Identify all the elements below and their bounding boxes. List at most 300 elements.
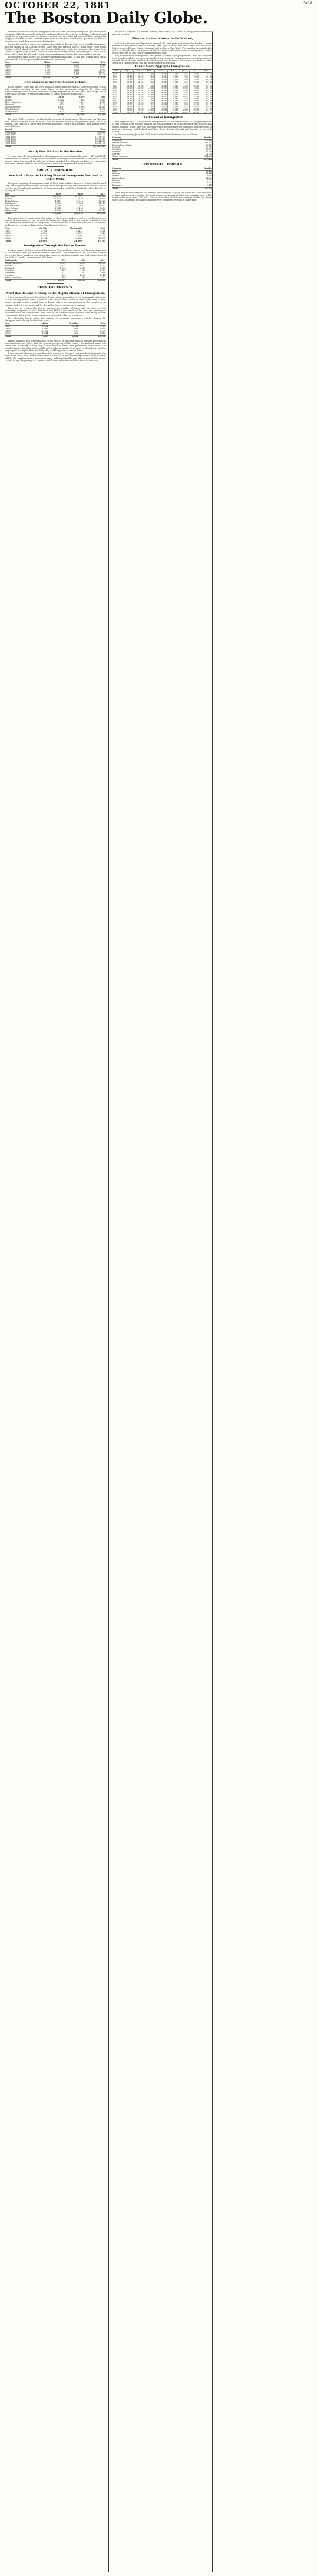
table-cell: 74,000 xyxy=(134,85,144,86)
table-cell: 22,705 xyxy=(206,153,213,156)
table-cell: Country xyxy=(112,137,175,139)
table-cell: 1881* xyxy=(84,193,106,196)
table-cell: 1877 xyxy=(5,66,11,69)
immigration-grid-table xyxy=(112,69,213,114)
table-cell: 16,247 xyxy=(178,96,189,98)
table-cell: 44,795 xyxy=(82,240,106,242)
table-cell: 1866 xyxy=(112,82,121,84)
table-cell: 115,892 xyxy=(155,82,168,84)
table-cell: 802 xyxy=(74,332,78,335)
table-total-row xyxy=(5,335,106,338)
table-cell: 99,744 xyxy=(189,109,200,111)
table-cell: 3,000 xyxy=(144,72,155,75)
table-cell: 29,313 xyxy=(155,106,168,108)
table-cell: 6,102 xyxy=(100,265,105,268)
table-total-row xyxy=(5,240,106,242)
table-cell: Scotland xyxy=(112,148,122,151)
table-cell: 1,336 xyxy=(168,76,178,78)
table-cell: 7,321 xyxy=(178,82,189,84)
table-cell: 15,822 xyxy=(98,200,105,203)
table-cell: 91,985 xyxy=(200,75,213,76)
table-cell: 3,275 xyxy=(189,75,200,76)
table-cell: 16,068 xyxy=(178,88,189,90)
table-cell: British Provinces xyxy=(5,262,23,265)
table-cell: Total xyxy=(5,146,48,148)
table-cell: 1861-1870 xyxy=(5,140,16,143)
article-paragraph: The following table shows the number of immigrants landed at this port during each of the years noted, with the principal nationalities represented: xyxy=(5,55,106,61)
table-cell: 2,104 xyxy=(42,325,48,328)
table-cell: 9,117 xyxy=(207,183,213,186)
table-cell: 7,000 xyxy=(178,85,189,86)
table-cell: 352,768 xyxy=(200,88,213,90)
table-cell: 22,101 xyxy=(189,103,200,105)
table-cell: 802 xyxy=(59,110,64,113)
table-cell: 1,936 xyxy=(178,79,189,81)
table-cell: 57,276 xyxy=(155,79,168,81)
article-paragraph: Among students and travelers who travel east, it is believed that the number returning is less than in former years, and the general prosperity of the country has induced many who came here intending to stay only a short time to make their permanent home here. The steady demand for labor in the mills and on the farms has kept most of them busy, and the wages paid are higher than anything they could hope to receive at home. xyxy=(5,339,106,352)
table-cell: 19,805 xyxy=(23,240,48,242)
column-1 xyxy=(5,31,106,2574)
stat-table xyxy=(112,137,213,161)
stat-table xyxy=(5,129,106,148)
table-cell: 1881* xyxy=(86,260,106,262)
table-cell: Period xyxy=(5,129,48,131)
table-cell: 1871 xyxy=(112,92,121,94)
table-cell: 1871-1880 xyxy=(5,142,16,145)
table-cell: 9,730 xyxy=(55,209,61,212)
table-cell: 37,957 xyxy=(134,100,144,102)
table-cell: 2,951 xyxy=(100,327,105,330)
table-cell: 478,961 xyxy=(84,212,106,215)
table-cell: 47,769 xyxy=(155,100,168,102)
table-cell: 57,439 xyxy=(134,92,144,94)
table-cell: 37,891 xyxy=(189,96,200,98)
table-cell: 133,000 xyxy=(155,85,168,86)
masthead: The Boston Daily Globe. xyxy=(5,9,208,27)
table-cell: Via N.Y. xyxy=(23,228,48,230)
table-cell: 313 xyxy=(168,72,178,75)
table-cell: 327,371 xyxy=(74,195,83,198)
table-cell: 29,298 xyxy=(155,103,168,105)
article-paragraph: These figures show that the New England states have received a large proportion of the total number arriving at this port. Many of the newcomers stop in the cities and manufacturing towns, where they find steady employment in the mills and shops, while others take up lands in the northern parts of Maine and New Hampshire. xyxy=(5,85,106,96)
table-cell: 1863 xyxy=(112,76,121,78)
table-cell: Ireland xyxy=(112,146,120,149)
section-heading: New England as Favorite Stopping Place. xyxy=(24,81,87,85)
table-cell: 145,116 xyxy=(144,112,155,114)
table-cell: 1880 xyxy=(5,236,11,239)
table-cell: 11,985 xyxy=(168,92,178,94)
table-cell: 321,350 xyxy=(200,92,213,94)
table-cell: Number xyxy=(182,137,213,139)
article-paragraph: The Scandinavian immigration has grown to very large proportions, and the emigrants from Sweden and Norway now outnumber those from any other country except Germany and Ireland. Most of them settle in the Northwest, in Minnesota, Wisconsin and Dakota, where they find a climate and a soil like those of their native land. xyxy=(112,55,213,65)
table-cell: 1,120 xyxy=(100,269,105,272)
table-cell: 3,556 xyxy=(41,232,47,235)
table-cell: 423,240 xyxy=(61,212,84,215)
table-cell: 1875 xyxy=(112,100,121,102)
table-cell: 1879 xyxy=(47,260,67,262)
table-cell: 57,000 xyxy=(134,86,144,88)
table-cell: 8,944 xyxy=(41,236,47,239)
table-cell: 4,977 xyxy=(80,265,86,268)
table-cell: Austria xyxy=(112,172,120,175)
table-cell: 11,507 xyxy=(54,198,61,201)
table-cell: Sweden xyxy=(112,151,121,153)
table-cell: 33,162 xyxy=(155,76,168,78)
table-cell: 65,177 xyxy=(206,143,213,146)
table-cell: 8,208 xyxy=(55,205,61,208)
table-cell: 311 xyxy=(62,271,66,274)
table-cell: Sweden xyxy=(5,273,14,276)
table-cell: Other countries xyxy=(5,276,22,279)
table-cell: 3,108 xyxy=(77,206,83,209)
table-cell: 3,839 xyxy=(144,76,155,78)
table-cell: 53,428 xyxy=(120,79,133,81)
table-cell: 457,257 xyxy=(200,109,213,111)
table-cell: 1879 xyxy=(5,234,11,237)
table-cell: 8,692 xyxy=(100,66,105,69)
table-cell: 3,115 xyxy=(100,325,105,328)
table-cell: 29,291 xyxy=(120,102,133,103)
section-subheading: What Has Become of Many in the Mighty Stream of Immigration. xyxy=(5,292,105,295)
table-cell: 1,120 xyxy=(100,103,105,106)
table-cell: 32,150 xyxy=(189,82,200,84)
table-cell: 1,457 xyxy=(168,75,178,76)
table-cell: Scot. xyxy=(144,70,155,72)
table-cell: 9,159 xyxy=(47,113,64,116)
table-cell: 362,445 xyxy=(97,195,105,198)
table-cell: 61,976 xyxy=(80,76,106,79)
table-cell: Year xyxy=(5,323,25,325)
table-cell: 4,112 xyxy=(76,229,82,232)
table-cell: Other countries xyxy=(112,155,129,158)
table-cell: 23,436 xyxy=(76,198,83,201)
table-cell: 4,987 xyxy=(44,66,51,69)
table-cell: 5,903 xyxy=(76,234,82,237)
section-heading: Immigration Through the Port of Boston. xyxy=(24,245,87,248)
table-cell: 11,000 xyxy=(144,92,155,94)
table-cell: 1,544 xyxy=(42,332,48,335)
table-cell: 11,507 xyxy=(47,279,67,282)
table-cell: 65,794 xyxy=(174,187,213,189)
table-cell: 877 xyxy=(74,329,78,332)
table-cell: 1878 xyxy=(47,96,64,99)
section-heading: Nearly Five Millions in the Decades xyxy=(28,151,82,154)
part-label: Part 2 xyxy=(303,1,312,5)
table-cell: 10,189,429 xyxy=(57,146,106,148)
table-cell: 11,293 xyxy=(206,177,213,180)
table-cell: Total xyxy=(5,240,23,242)
table-cell: Total xyxy=(79,323,106,325)
table-cell: 13,016 xyxy=(76,200,83,203)
column-2 xyxy=(112,31,213,2574)
table-cell: 2,579 xyxy=(100,329,105,332)
table-cell: 4,759 xyxy=(178,106,189,108)
table-total-row xyxy=(112,112,213,114)
table-cell: England and Wales xyxy=(112,143,132,146)
table-cell: 1,548 xyxy=(178,76,189,78)
stat-table xyxy=(112,168,213,189)
table-cell: Total xyxy=(112,112,121,114)
table-cell: 5,953 xyxy=(168,98,178,100)
table-cell: 27,529 xyxy=(155,75,168,76)
table-cell: 5,100 xyxy=(168,85,178,86)
table-cell: 1,702 xyxy=(42,329,48,332)
table-cell: Holland xyxy=(112,181,121,184)
table-cell: Philadelphia xyxy=(5,200,18,203)
table-cell: 141,109 xyxy=(155,94,168,96)
table-cell: 14,320 xyxy=(43,73,51,76)
table-cell: 10,241 xyxy=(178,94,189,96)
table-cell: 6,102 xyxy=(59,262,66,265)
table-cell: 1,874 xyxy=(55,206,61,209)
table-cell: Port xyxy=(5,193,39,196)
table-cell: 5,037 xyxy=(144,102,155,103)
table-cell: 1880 xyxy=(66,260,86,262)
table-cell: 149,671 xyxy=(155,96,168,98)
table-cell: 3,553 xyxy=(178,75,189,76)
table-cell: 23,797 xyxy=(134,72,144,75)
table-cell: 1862 xyxy=(112,75,121,76)
table-cell: 31,268 xyxy=(189,108,200,109)
table-cell: 83,424 xyxy=(155,81,168,82)
table-cell: 1877 xyxy=(5,325,11,328)
table-cell: 1873 xyxy=(112,96,121,98)
table-cell: 14,902 xyxy=(98,205,105,208)
separator xyxy=(47,166,64,167)
table-cell: 10,288 xyxy=(74,236,82,239)
table-cell: 7,337 xyxy=(25,335,48,338)
table-cell: 60,000 xyxy=(120,86,133,88)
table-cell: 56,996 xyxy=(134,90,144,92)
table-cell: 4,702 xyxy=(73,71,80,73)
table-cell: 28,904 xyxy=(98,198,105,201)
table-cell: 468 xyxy=(62,276,66,279)
table-cell: 49,760 xyxy=(206,151,213,153)
table-cell: 6,805 xyxy=(44,71,51,73)
table-cell: 118,225 xyxy=(155,90,168,92)
table-cell: 4,911 xyxy=(55,200,61,203)
table-cell: 1879 xyxy=(112,108,121,109)
table-cell: 1,388 xyxy=(78,99,85,102)
table-cell: 2,812,191 xyxy=(95,142,105,145)
section-heading: ARRIVALS ELSEWHERE. xyxy=(37,169,74,172)
table-cell: 36,690 xyxy=(134,82,144,84)
table-cell: Number xyxy=(174,168,213,170)
table-cell: 4,119 xyxy=(144,103,155,105)
table-cell: 23,436 xyxy=(98,73,105,76)
table-cell: 21,586 xyxy=(189,81,200,82)
table-cell: 12,640 xyxy=(144,109,155,111)
table-cell: 4,588 xyxy=(178,103,189,105)
table-cell: 1820-1830 xyxy=(5,131,16,133)
table-cell: 4,023 xyxy=(144,79,155,81)
table-cell: 158,845 xyxy=(178,112,189,114)
table-cell: New Hampshire xyxy=(5,101,22,104)
article-paragraph: previously watches over his baggage is will be lost, and they worry and get themselves into many difficulties nearly. Although each one of them has a ticket with him is about as well cared for as a person could be in this crowded city, and although each of them can get his baggage checked and the steamer agent does all he can to assist them, yet they are a much harassed set until they reach their destination. xyxy=(5,31,106,43)
table-cell: 24,400 xyxy=(76,209,83,212)
table-cell: 1879 xyxy=(5,329,11,332)
table-cell: 87,291 xyxy=(155,98,168,100)
table-cell: San Francisco xyxy=(5,205,20,208)
table-cell: Males xyxy=(25,62,51,64)
table-cell: 10,800 xyxy=(144,88,155,90)
table-cell: 2,249 xyxy=(168,82,178,84)
table-cell: Nationality xyxy=(5,260,47,262)
table-cell: 1,206 xyxy=(59,266,66,269)
table-cell: 8,931 xyxy=(100,68,105,71)
table-cell: 1878 xyxy=(112,106,121,108)
table-cell: 12,881 xyxy=(78,262,86,265)
table-cell: 5,412 xyxy=(44,64,51,67)
table-cell: 987 xyxy=(59,101,64,104)
table-cell: 2,612 xyxy=(80,266,86,269)
table-cell: Total xyxy=(57,129,106,131)
table-cell: 19,232 xyxy=(98,236,105,239)
table-cell: 19,895 xyxy=(178,109,189,111)
table-cell: 3,654 xyxy=(48,335,78,338)
table-cell xyxy=(170,187,174,189)
table-cell: Denmark xyxy=(112,183,122,186)
table-cell: 19,874 xyxy=(76,202,83,205)
table-cell: 387,203 xyxy=(200,90,213,92)
table-cell: 23,581 xyxy=(120,103,133,105)
section-heading: CONTINENTAL ARRIVALS. xyxy=(142,163,183,166)
article-paragraph: The following figures show the number of steerage passengers leaving Boston for European ports during the last four years: xyxy=(5,316,106,322)
separator xyxy=(47,283,64,284)
article-paragraph: of years since the largest number of immigrants arrived between the years 1847 and 1854, when famine in Ireland and political troubles in Germany drove hundreds of thousands to our shores. Since that period the tide has at times receded, but it has never failed to return with increased volume, and the present season promises to surpass all former records. xyxy=(5,155,106,165)
article-paragraph: If we add to these figures the arrivals since the first of July, and allow for those who come by land and are not recorded, the total number of immigrants for the calendar year will be found to be more than 750,000. This is more than double the average of the last twenty years, and far beyond the largest number ever before received in a single year. xyxy=(112,191,213,201)
table-cell: Switzerland xyxy=(112,177,125,180)
column-rule-1 xyxy=(108,32,109,2572)
table-cell: 13,000 xyxy=(144,94,155,96)
table-cell: 3,705 xyxy=(73,66,80,69)
table-cell: 29,215 xyxy=(98,209,105,212)
table-cell: 11,118 xyxy=(206,172,213,175)
table-cell: 4,201 xyxy=(41,234,47,237)
table-cell: 3,094 xyxy=(168,81,178,82)
table-cell: Ireland xyxy=(5,265,13,268)
table-cell: 1872 xyxy=(112,94,121,96)
table-cell: 5,573 xyxy=(168,100,178,102)
table-cell: 13,841 xyxy=(144,96,155,98)
table-cell: 13,216 xyxy=(178,90,189,92)
table-cell: 24,030 xyxy=(189,88,200,90)
table-cell: Scotland xyxy=(5,269,15,272)
stat-table xyxy=(5,260,106,282)
table-cell: 3,811 xyxy=(73,68,80,71)
table-cell: 31,661 xyxy=(155,72,168,75)
table-cell: Other ports xyxy=(5,209,17,212)
table-cell: 24,990 xyxy=(48,240,82,242)
table-cell: 91,918 xyxy=(200,72,213,75)
table-cell: Females xyxy=(51,62,80,64)
table-cell: 1,104 xyxy=(78,101,85,104)
table-cell: 5,500 xyxy=(144,85,155,86)
section-heading: The Record of Immigration xyxy=(141,116,184,119)
table-cell: 34,602 xyxy=(155,108,168,109)
table-cell: England xyxy=(5,266,14,269)
table-cell: 5,041 xyxy=(207,175,213,178)
table-cell: 2,762 xyxy=(178,81,189,82)
table-cell: 5,771,364 xyxy=(200,112,213,114)
table-cell: 2,414 xyxy=(59,265,66,268)
article-paragraph: A vast amount of money is sent from this country to Europe every year by immigrants who have found work here. The money orders issued by the Post Office Department and the drafts sold by the banking houses amount to many millions annually, and a large part of this money is used to pay the passage of relatives and friends who wish to follow them to America. xyxy=(5,352,106,362)
table-cell: 103,677 xyxy=(120,90,133,92)
table-cell: Massachusetts xyxy=(5,105,21,108)
table-cell: 13,625 xyxy=(168,96,178,98)
table-cell: 1,631,951 xyxy=(155,112,168,114)
table-cell: 22,000 xyxy=(189,85,200,86)
table-cell: 22,471 xyxy=(189,102,200,103)
table-cell: 1865 xyxy=(112,81,121,82)
table-cell: 68,732 xyxy=(134,94,144,96)
table-cell: 6,041 xyxy=(178,100,189,102)
table-cell: 964 xyxy=(74,327,78,330)
table-cell: 94,924 xyxy=(120,82,133,84)
table-cell: 701 xyxy=(80,103,85,106)
table-cell: Maine xyxy=(5,99,12,102)
table-cell: 7,345 xyxy=(178,108,189,109)
table-cell: 23,436 xyxy=(66,279,86,282)
table-cell: 25,000 xyxy=(189,86,200,88)
table-cell: 19,286 xyxy=(85,113,106,116)
table-cell: Total xyxy=(5,279,47,282)
table-cell: 855 xyxy=(80,108,85,111)
table-cell: 77,344 xyxy=(134,96,144,98)
table-cell: 1,432 xyxy=(100,108,105,111)
article-paragraph: A single glance at the returns of the Boston Custom House shows how large a proportion of the arrivals here are from the British provinces. The steamers of the Allan and Cunard lines bring large numbers, and many also come by rail from Canada and find employment in the mills of Lowell, Lawrence and Fall River. xyxy=(5,249,106,259)
table-cell: 1877 xyxy=(5,229,11,232)
table-cell: 1,411 xyxy=(100,273,105,276)
issue-date: OCTOBER 22, 1881 xyxy=(5,0,111,11)
table-cell: 1880 xyxy=(85,96,106,99)
table-cell: 19,575 xyxy=(134,102,144,103)
table-cell: 40,176 xyxy=(189,94,200,96)
article-paragraph: and that is the one which pours in through the land ports and across the border. A certain number of immigrants land in Canada, and after a short stay cross over into the United States, especially into Maine, Vermont and northern New York. The number is considerable, and it is thought that the returns of the Canadian authorities show an emigration of about 20,000 persons to this country during the last year. xyxy=(112,42,213,54)
table-cell: 3,556 xyxy=(100,206,105,209)
table-cell: 1,627 xyxy=(178,72,189,75)
table-cell: 10,898 xyxy=(64,113,85,116)
article-paragraph: The year 1881 is without parallel in the records of immigration. The returns for the first nine months indicate that the totals will far exceed those of any previous year, and it is evident that there is a large and growing movement toward this country from nearly every part of Europe. xyxy=(5,118,106,128)
table-cell: 1878 xyxy=(5,68,11,71)
table-cell: 138,469 xyxy=(200,106,213,108)
table-cell: Females xyxy=(48,323,78,325)
table-cell: 1868 xyxy=(112,86,121,88)
table-cell: 20,013 xyxy=(134,108,144,109)
table-cell: 944 xyxy=(80,110,85,113)
table-cell: Vermont xyxy=(5,103,14,106)
table-cell: 13,443 xyxy=(168,90,178,92)
table-cell: Males xyxy=(25,323,48,325)
table-cell: 9,116 xyxy=(73,73,80,76)
table-cell: 1879 xyxy=(5,71,11,73)
table-cell: 89,500 xyxy=(120,96,133,98)
table-cell: 31,937 xyxy=(155,102,168,103)
table-cell: 28,904 xyxy=(86,279,106,282)
table-cell: 1,196,777 xyxy=(120,112,133,114)
table-cell: 1,713,251 xyxy=(95,135,105,138)
table-cell xyxy=(52,146,57,148)
table-cell: 184,943 xyxy=(168,112,178,114)
table-cell: 637 xyxy=(101,276,105,279)
table-cell: 82,554 xyxy=(155,92,168,94)
table-cell: 40,414 xyxy=(189,90,200,92)
table-total-row xyxy=(5,146,106,148)
article-paragraph: per year. Last year 259 of them arrived, and about 1920 about 26,440 Japanese have come into the country. xyxy=(112,31,213,36)
table-cell: 2,598,214 xyxy=(95,138,105,141)
table-cell: 15,932 xyxy=(134,106,144,108)
table-cell: State xyxy=(5,96,47,99)
